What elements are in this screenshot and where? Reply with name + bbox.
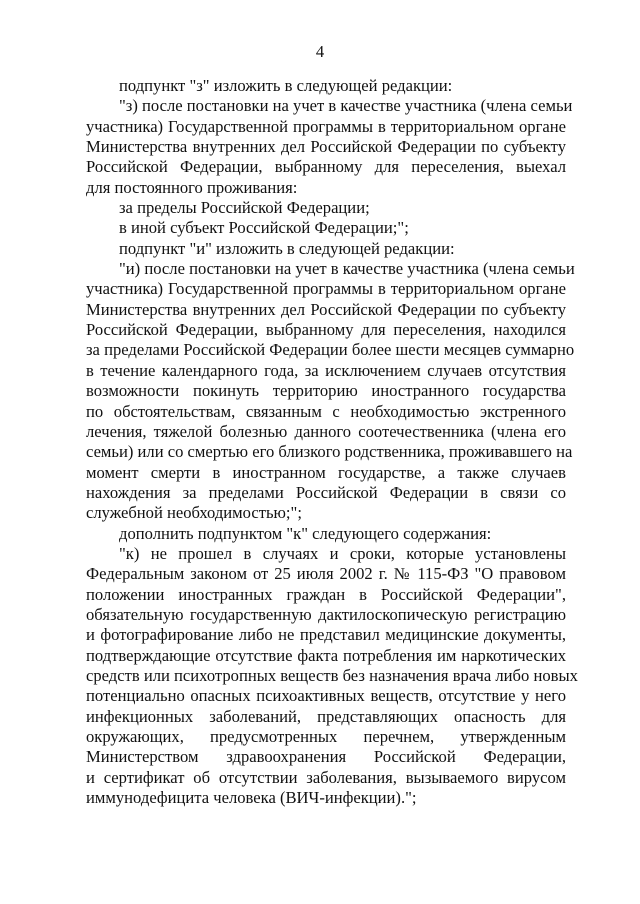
paragraph-line: окружающих, предусмотренных перечнем, утвержденным (86, 727, 566, 746)
paragraph-line: "к) не прошел в случаях и сроки, которые установлены (119, 543, 566, 563)
paragraph-line: потенциально опасных психоактивных веществ, отсутствие у него (86, 686, 566, 706)
paragraph-line: "з) после постановки на учет в качестве участника (члена семьи (119, 96, 573, 116)
paragraph-line: лечения, тяжелой болезнью данного соотечественника (члена его (86, 421, 566, 441)
paragraph-line: и сертификат об отсутствии заболевания, вызываемого вирусом (86, 767, 566, 787)
paragraph-line: средств или психотропных веществ без назначения врача либо новых (86, 665, 578, 685)
paragraph-line: участника) Государственной программы в территориальном органе (86, 116, 566, 136)
paragraph-line: для постоянного проживания: (86, 177, 298, 197)
paragraph-line: подтверждающие отсутствие факта потребления им наркотических (86, 645, 566, 665)
paragraph-line: обязательную государственную дактилоскопическую регистрацию (86, 604, 566, 624)
paragraph-line: за пределы Российской Федерации; (119, 198, 370, 218)
paragraph-line: Министерства внутренних дел Российской Федерации по субъекту (86, 299, 566, 319)
paragraph-line: за пределами Российской Федерации более шести месяцев суммарно (86, 340, 575, 360)
paragraph-line: возможности покинуть территорию иностранного государства (86, 381, 566, 401)
paragraph-line: положении иностранных граждан в Российской Федерации", (86, 584, 566, 604)
paragraph-line: участника) Государственной программы в территориальном органе (86, 279, 566, 299)
paragraph-line: Министерства внутренних дел Российской Федерации по субъекту (86, 137, 566, 157)
paragraph-line: Российской Федерации, выбранному для переселения, выехал (86, 157, 566, 177)
paragraph-line: Федеральным законом от 25 июля 2002 г. № 115-ФЗ "О правовом (86, 564, 566, 584)
paragraph-line: подпункт "и" изложить в следующей редакции: (119, 238, 455, 258)
paragraph-line: служебной необходимостью;"; (86, 503, 302, 523)
paragraph-line: Министерством здравоохранения Российской Федерации, (86, 747, 566, 767)
paragraph-line: нахождения за пределами Российской Федерации в связи со (86, 482, 566, 502)
paragraph-line: иммунодефицита человека (ВИЧ-инфекции)."; (86, 788, 417, 808)
paragraph-line: и фотографирование либо не представил медицинские документы, (86, 625, 566, 645)
paragraph-line: по обстоятельствам, связанным с необходимостью экстренного (86, 401, 566, 421)
paragraph-line: семьи) или со смертью его близкого родственника, проживавшего на (86, 442, 573, 462)
paragraph-line: "и) после постановки на учет в качестве участника (члена семьи (119, 259, 575, 279)
document-body (86, 76, 578, 808)
paragraph-line: дополнить подпунктом "к" следующего содержания: (119, 523, 492, 543)
paragraph-line: в течение календарного года, за исключением случаев отсутствия (86, 360, 566, 380)
paragraph-line: момент смерти в иностранном государстве, а также случаев (86, 462, 566, 482)
paragraph-line: Российской Федерации, выбранному для переселения, находился (86, 320, 566, 340)
paragraph-line: подпункт "з" изложить в следующей редакции: (119, 76, 453, 95)
paragraph-line: в иной субъект Российской Федерации;"; (119, 218, 409, 238)
paragraph-line: инфекционных заболеваний, представляющих опасность для (86, 706, 566, 726)
page-number: 4 (315, 42, 325, 61)
